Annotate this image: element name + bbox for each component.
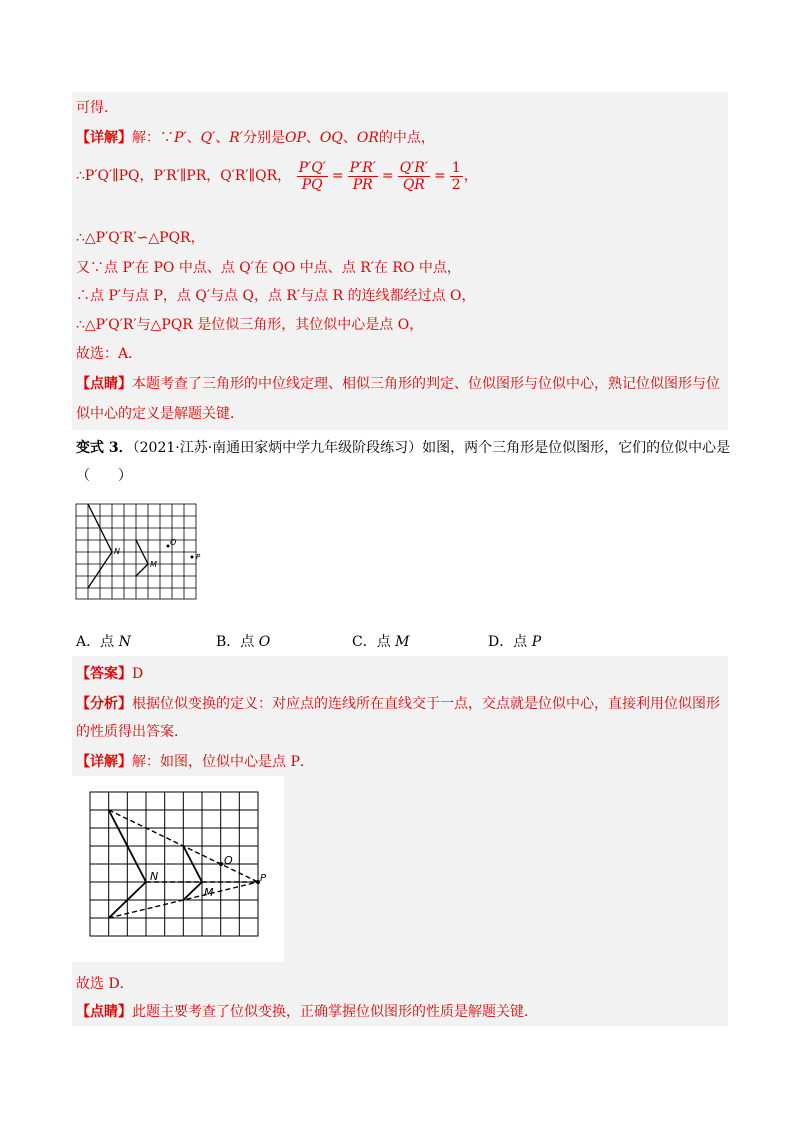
answer-value: D (132, 666, 144, 682)
option-b[interactable]: B．点 O (216, 634, 271, 650)
question-figure (72, 496, 204, 606)
answer-detail-line: 【详解】解：如图，位似中心是点 P． (76, 754, 314, 770)
solution-label-n: N (150, 870, 159, 883)
option-a[interactable]: A．点 N (76, 634, 131, 650)
prev-comment-2: 似中心的定义是解题关键． (76, 406, 244, 422)
prev-line-5: ∴点 P′与点 P，点 Q′与点 Q，点 R′与点 R 的连线都经过点 O， (76, 288, 476, 304)
parallel-statement: ∴P′Q′∥PQ，P′R′∥PR，Q′R′∥QR， (76, 168, 292, 184)
prev-line-7: 故选：A． (76, 346, 143, 362)
fraction-3: $\frac{Q'R'}{QR}$ (399, 159, 429, 193)
detail-tag: 【详解】 (76, 130, 132, 146)
fraction-4: $\frac{1}{2}$ (451, 159, 461, 193)
question-label: 变式 3． (76, 440, 133, 456)
question-label-p: P (196, 553, 201, 561)
analysis-line-1: 【分析】根据位似变换的定义：对应点的连线所在直线交于一点，交点就是位似中心，直接利用位似图形 (76, 696, 720, 712)
prev-line-0: 可得． (76, 100, 118, 116)
fraction-1: $\frac{P'Q'}{PQ}$ (298, 159, 326, 193)
question-label-m: M (150, 560, 157, 569)
question-point-p (191, 556, 194, 559)
answer-comment-tag: 【点睛】 (76, 1004, 132, 1020)
question-label-o: O (170, 538, 177, 547)
question-text: （2021·江苏·南通田家炳中学九年级阶段练习）如图，两个三角形是位似图形，它们的位似中心是 (132, 440, 731, 456)
analysis-tag: 【分析】 (76, 696, 132, 712)
comment-tag: 【点睛】 (76, 376, 132, 392)
question-paren: （ ） (76, 468, 132, 484)
solution-point-o (219, 862, 223, 866)
answer-line (76, 664, 143, 684)
choose-line: 故选 D． (76, 976, 134, 992)
prev-line-6: ∴△P′Q′R′与△PQR 是位似三角形，其位似中心是点 O， (76, 317, 424, 333)
solution-label-p: P (260, 873, 267, 884)
option-d[interactable]: D．点 P (488, 634, 542, 650)
question-label-n: N (114, 547, 120, 556)
question-grid (76, 504, 196, 599)
prev-detail-line: 【详解】解：∵P′、Q′、R′分别是OP、OQ、OR的中点， (76, 130, 435, 146)
solution-grid (90, 792, 258, 936)
solution-figure (72, 776, 284, 962)
question-stem (76, 438, 730, 458)
question-triangles (88, 504, 148, 588)
solution-point-p (256, 880, 260, 884)
solution-label-m: M (204, 886, 214, 899)
prev-line-3: ∴△P′Q′R′∽△PQR， (76, 230, 205, 246)
question-point-o (167, 545, 170, 548)
solution-label-o: O (224, 854, 233, 867)
option-c[interactable]: C．点 M (352, 634, 410, 650)
analysis-line-2: 的性质得出答案． (76, 724, 188, 740)
prev-comment-1: 【点睛】本题考查了三角形的中位线定理、相似三角形的判定、位似图形与位似中心，熟记位似图形与位 (76, 376, 720, 392)
answer-comment-line: 【点睛】此题主要考查了位似变换，正确掌握位似图形的性质是解题关键． (76, 1004, 538, 1020)
answer-detail-tag: 【详解】 (76, 754, 132, 770)
fraction-2: $\frac{P'R'}{PR}$ (349, 159, 376, 193)
prev-parallel-line: ∴P′Q′∥PQ，P′R′∥PR，Q′R′∥QR， $\frac{P'Q'}{PQ}$ = $\frac{P'R'}{PR}$ = $\frac{Q'R'}{QR}$ = $\frac{1}{2}$ ， (76, 159, 478, 193)
prev-line-4: 又∵点 P′在 PO 中点、点 Q′在 QO 中点、点 R′在 RO 中点， (76, 260, 461, 276)
answer-tag: 【答案】 (76, 666, 132, 682)
